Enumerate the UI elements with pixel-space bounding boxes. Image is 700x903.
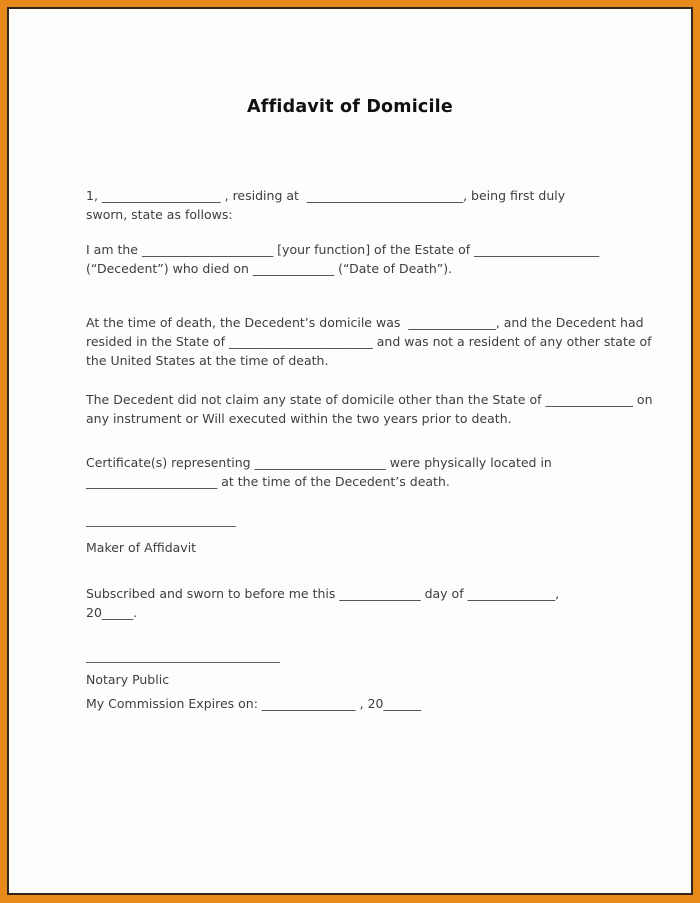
document-title: Affidavit of Domicile: [247, 97, 453, 117]
text-line: sworn, state as follows:: [86, 207, 233, 222]
text-line: Subscribed and sworn to before me this _____________ day of ______________,: [86, 586, 560, 601]
text-line: _____________________ at the time of the Decedent’s death.: [86, 474, 450, 489]
paragraph-certificates: [86, 453, 552, 491]
notary-signature-line: [86, 646, 280, 665]
text-line: (“Decedent”) who died on _____________ (“Date of Death”).: [86, 261, 453, 276]
signature-blank-line: ________________________: [86, 512, 236, 527]
text-line: I am the _____________________ [your function] of the Estate of ____________________: [86, 242, 600, 257]
text-line: The Decedent did not claim any state of domicile other than the State of ______________ on: [86, 392, 653, 407]
text-line: 20_____.: [86, 605, 138, 620]
paragraph-intro: [86, 186, 565, 224]
paragraph-function: [86, 240, 599, 278]
text-line: the United States at the time of death.: [86, 353, 329, 368]
commission-expires-line: [86, 694, 421, 713]
maker-signature-label: [86, 538, 196, 557]
text-line: At the time of death, the Decedent’s domicile was ______________, and the Decedent had: [86, 315, 644, 330]
maker-signature-line: [86, 510, 236, 529]
paragraph-no-other-state: [86, 390, 653, 428]
document-page: [7, 7, 693, 895]
text-line: any instrument or Will executed within the two years prior to death.: [86, 411, 512, 426]
paragraph-domicile: [86, 313, 652, 370]
text-line: Certificate(s) representing _____________________ were physically located in: [86, 455, 552, 470]
paragraph-sworn: [86, 584, 559, 622]
text-line: Notary Public: [86, 672, 170, 687]
text-line: Maker of Affidavit: [86, 540, 197, 555]
text-line: 1, ___________________ , residing at _________________________, being first duly: [86, 188, 566, 203]
text-line: My Commission Expires on: _______________ , 20______: [86, 696, 421, 711]
text-line: resided in the State of _______________________ and was not a resident of any other state of: [86, 334, 652, 349]
notary-label: [86, 670, 169, 689]
signature-blank-line: _______________________________: [86, 648, 280, 663]
